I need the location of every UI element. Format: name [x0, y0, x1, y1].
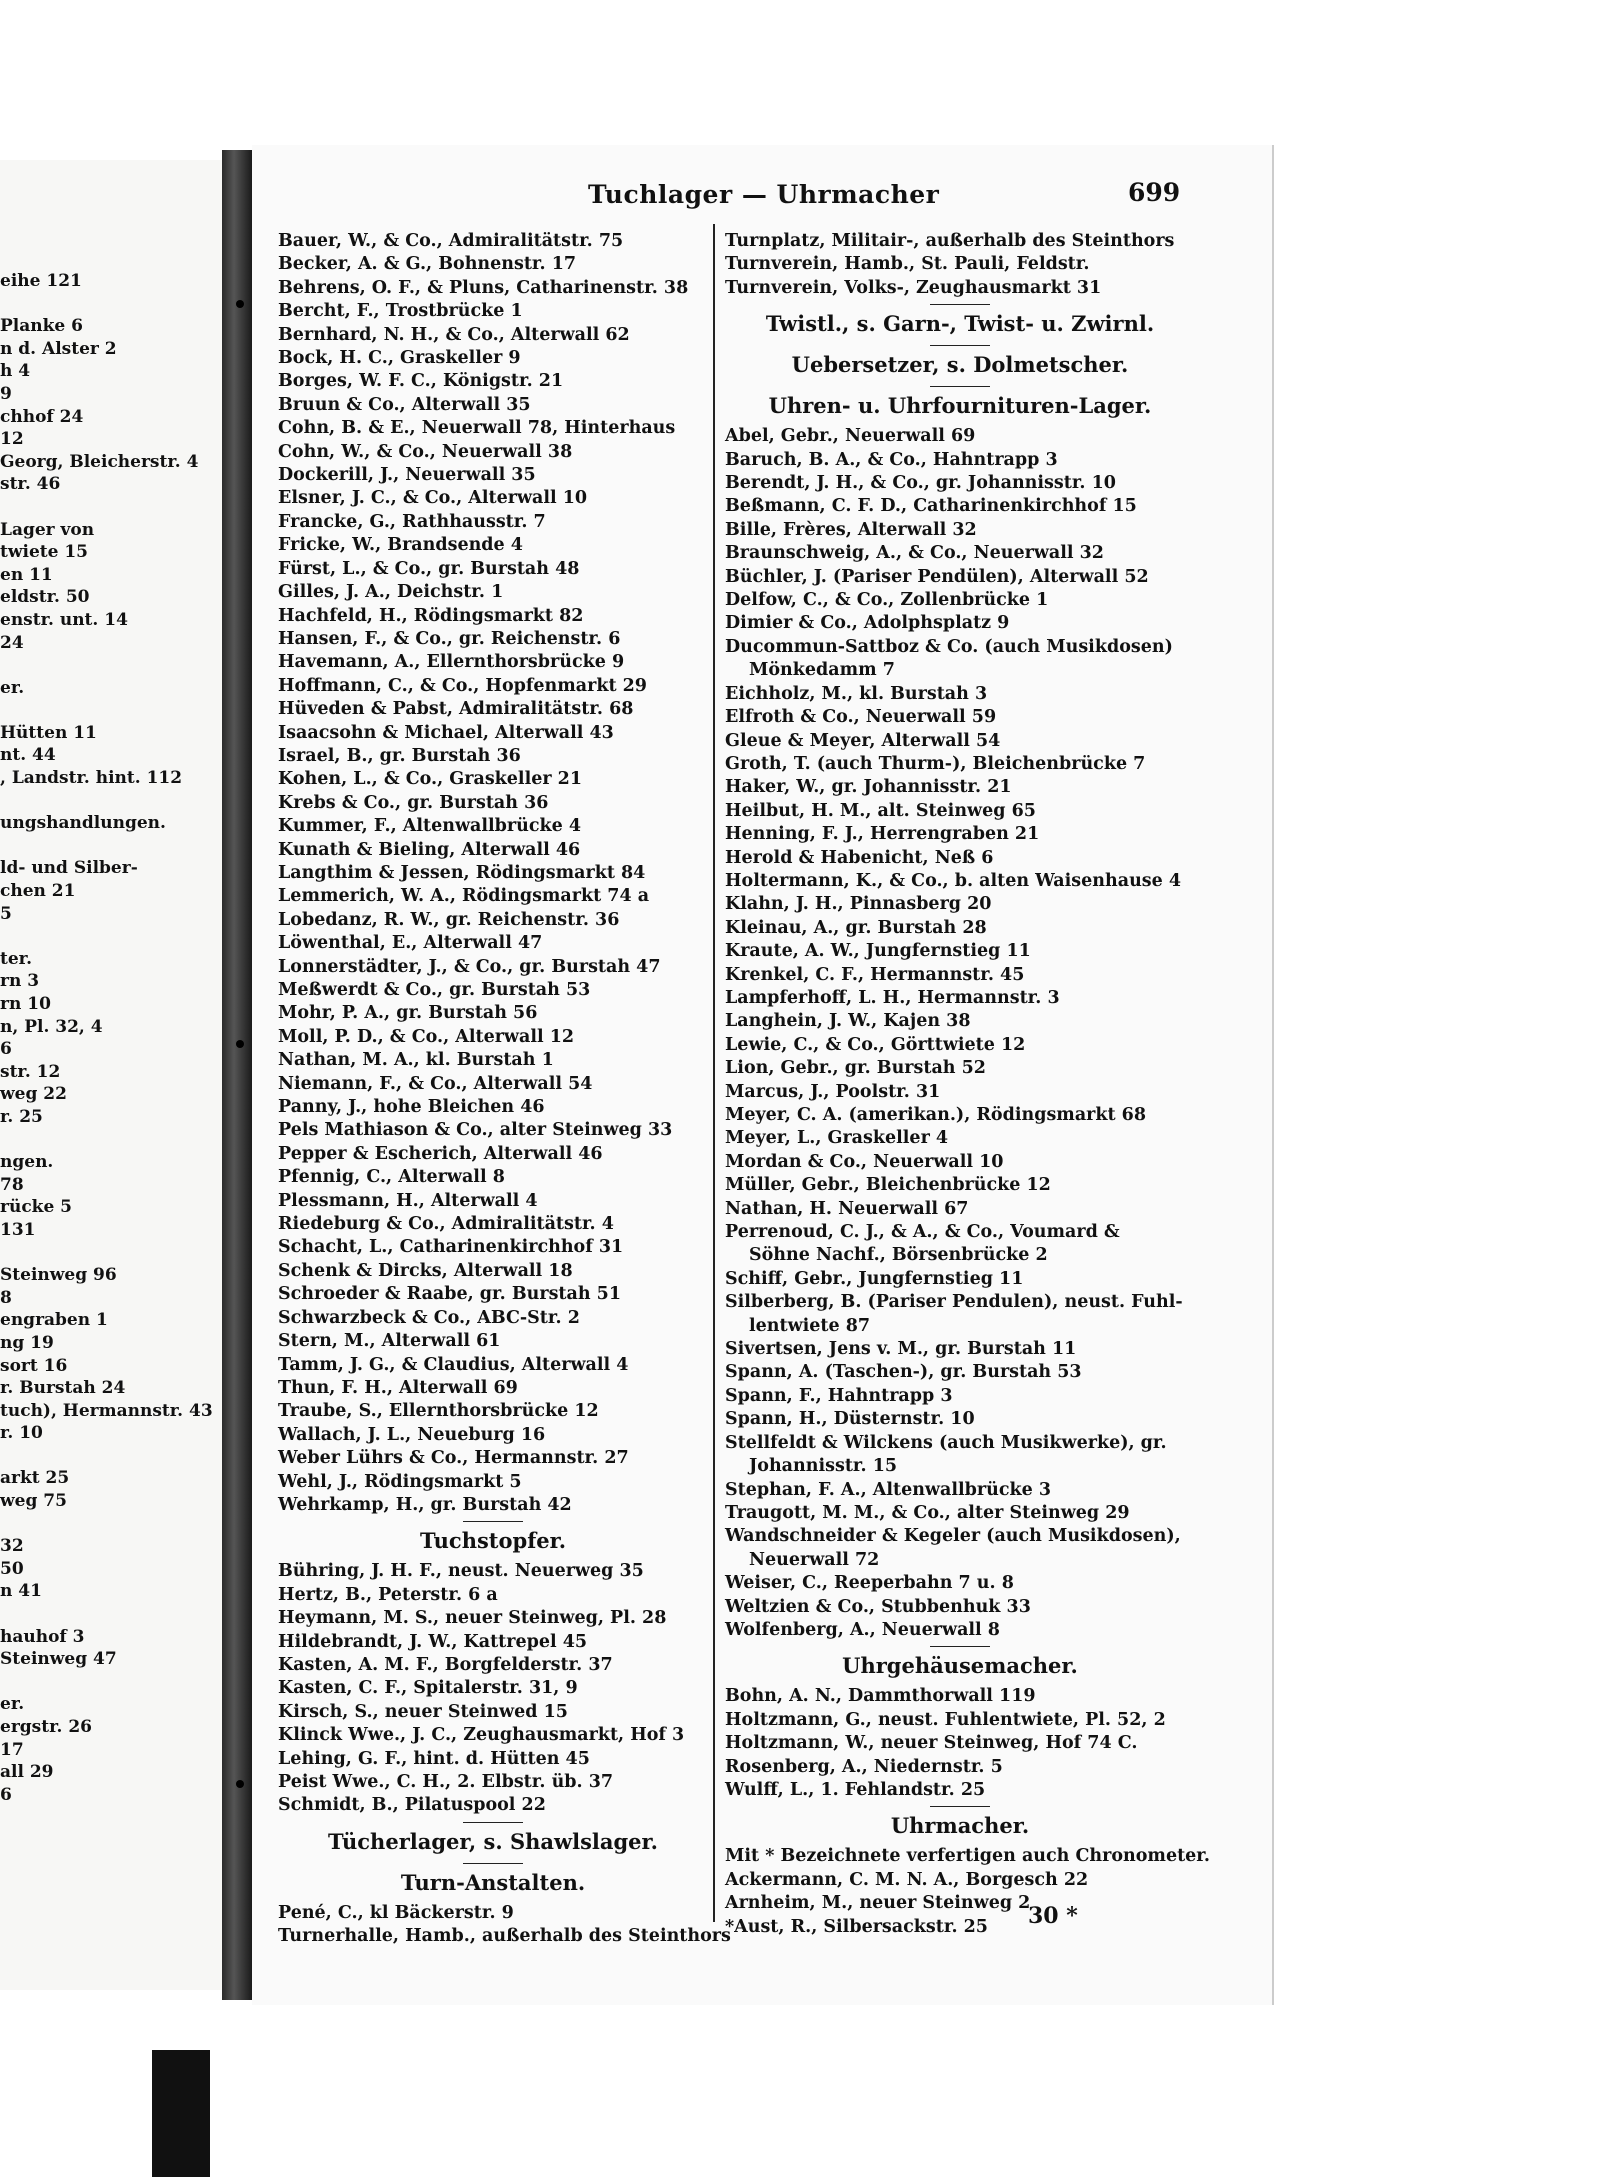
directory-entry: Francke, G., Rathhausstr. 7	[278, 511, 546, 532]
left-page-line: ter.	[0, 948, 32, 969]
left-page-line	[0, 293, 222, 316]
uhrmacher-note: Mit * Bezeichnete verfertigen auch Chronometer.	[725, 1846, 1211, 1867]
directory-entry: Kasten, A. M. F., Borgfelderstr. 37	[278, 1654, 613, 1675]
section-rule	[463, 1863, 523, 1864]
left-page-line: 131	[0, 1219, 36, 1240]
binding-edge	[152, 2050, 210, 2177]
turn-anstalten-list	[278, 1902, 731, 1949]
directory-entry: Weltzien & Co., Stubbenhuk 33	[725, 1596, 1031, 1617]
directory-entry: Thun, F. H., Alterwall 69	[278, 1377, 518, 1398]
left-page-line: nt. 44	[0, 745, 56, 766]
directory-entry: Riedeburg & Co., Admiralitätstr. 4	[278, 1214, 614, 1235]
directory-entry: Schwarzbeck & Co., ABC-Str. 2	[278, 1307, 580, 1328]
directory-entry: Hildebrandt, J. W., Kattrepel 45	[278, 1631, 588, 1652]
directory-entry: Wandschneider & Kegeler (auch Musikdosen),	[725, 1526, 1181, 1547]
left-page-line: rücke 5	[0, 1197, 73, 1218]
directory-entry: Traube, S., Ellernthorsbrücke 12	[278, 1401, 599, 1422]
left-page-line: n d. Alster 2	[0, 338, 117, 359]
directory-entry: Pepper & Escherich, Alterwall 46	[278, 1143, 603, 1164]
directory-entry: Nathan, H. Neuerwall 67	[725, 1198, 969, 1219]
left-page-line: 32	[0, 1536, 24, 1557]
left-page-line	[0, 1129, 222, 1152]
directory-entry: Henning, F. J., Herrengraben 21	[725, 824, 1040, 845]
directory-entry: Pené, C., kl Bäckerstr. 9	[278, 1902, 514, 1923]
directory-entry: Plessmann, H., Alterwall 4	[278, 1190, 538, 1211]
left-page-line: er.	[0, 677, 25, 698]
directory-entry: Fürst, L., & Co., gr. Burstah 48	[278, 558, 580, 579]
left-page-line: weg 22	[0, 1084, 67, 1105]
directory-entry: Meyer, L., Graskeller 4	[725, 1128, 949, 1149]
directory-entry: Müller, Gebr., Bleichenbrücke 12	[725, 1175, 1051, 1196]
directory-entry: Ackermann, C. M. N. A., Borgesch 22	[725, 1869, 1089, 1890]
left-page-line: 50	[0, 1558, 24, 1579]
left-page-line: rn 3	[0, 971, 40, 992]
left-page-line	[0, 1513, 222, 1536]
directory-entry: Klinck Wwe., J. C., Zeughausmarkt, Hof 3	[278, 1725, 685, 1746]
directory-entry: Schacht, L., Catharinenkirchhof 31	[278, 1237, 624, 1258]
left-page-line: 8	[0, 1287, 12, 1308]
page-number: 699	[1128, 178, 1181, 207]
directory-entry: Kirsch, S., neuer Steinwed 15	[278, 1701, 568, 1722]
directory-entry: Berendt, J. H., & Co., gr. Johannisstr. 10	[725, 473, 1116, 494]
directory-entry: Spann, F., Hahntrapp 3	[725, 1385, 953, 1406]
column-divider	[713, 224, 715, 1922]
binding-stitches	[236, 160, 244, 2000]
left-page-line: arkt 25	[0, 1468, 70, 1489]
directory-entry: Borges, W. F. C., Königstr. 21	[278, 371, 564, 392]
left-page-line: twiete 15	[0, 542, 89, 563]
directory-entry: Wehl, J., Rödingsmarkt 5	[278, 1471, 522, 1492]
left-page-line: all 29	[0, 1762, 54, 1783]
directory-entry: Panny, J., hohe Bleichen 46	[278, 1097, 545, 1118]
directory-entry: Lobedanz, R. W., gr. Reichenstr. 36	[278, 909, 620, 930]
directory-entry: Behrens, O. F., & Pluns, Catharinenstr. 38	[278, 277, 689, 298]
directory-entry: Bühring, J. H. F., neust. Neuerweg 35	[278, 1561, 644, 1582]
left-page-line: r. 25	[0, 1106, 43, 1127]
directory-entry: Turnerhalle, Hamb., außerhalb des Steinthors	[278, 1926, 731, 1947]
directory-entry: Rosenberg, A., Niedernstr. 5	[725, 1756, 1003, 1777]
left-page-line: 12	[0, 429, 24, 450]
directory-entry: Wolfenberg, A., Neuerwall 8	[725, 1619, 1000, 1640]
directory-entry: Söhne Nachf., Börsenbrücke 2	[749, 1245, 1048, 1266]
directory-entry: Hüveden & Pabst, Admiralitätstr. 68	[278, 699, 634, 720]
column-a	[278, 230, 731, 1949]
heading-turn-anstalten: Turn-Anstalten.	[400, 1869, 586, 1895]
left-page-line: str. 46	[0, 474, 61, 495]
directory-entry: Groth, T. (auch Thurm-), Bleichenbrücke 7	[725, 753, 1146, 774]
left-page-line: ld- und Silber-	[0, 858, 138, 879]
directory-entry: Bock, H. C., Graskeller 9	[278, 348, 521, 369]
left-page-line: Steinweg 96	[0, 1265, 117, 1286]
directory-entry: Löwenthal, E., Alterwall 47	[278, 933, 543, 954]
directory-entry: Kummer, F., Altenwallbrücke 4	[278, 816, 582, 837]
directory-entry: Abel, Gebr., Neuerwall 69	[725, 426, 976, 447]
directory-entry: Turnplatz, Militair-, außerhalb des Steinthors	[725, 231, 1175, 251]
directory-entry: Holtzmann, W., neuer Steinweg, Hof 74 C.	[725, 1733, 1138, 1754]
directory-entry: Lion, Gebr., gr. Burstah 52	[725, 1058, 986, 1079]
left-page-line	[0, 1603, 222, 1626]
left-page-line: 78	[0, 1174, 24, 1195]
directory-entry: Delfow, C., & Co., Zollenbrücke 1	[725, 590, 1049, 611]
directory-entry: Langhein, J. W., Kajen 38	[725, 1011, 971, 1032]
directory-entry: Bernhard, N. H., & Co., Alterwall 62	[278, 324, 630, 345]
page-title: Tuchlager — Uhrmacher	[588, 180, 940, 209]
directory-entry: Hansen, F., & Co., gr. Reichenstr. 6	[278, 628, 621, 649]
left-page-line: Lager von	[0, 519, 95, 540]
directory-entry: Moll, P. D., & Co., Alterwall 12	[278, 1026, 575, 1047]
directory-entry: Schiff, Gebr., Jungfernstieg 11	[725, 1268, 1024, 1289]
directory-entry: Eichholz, M., kl. Burstah 3	[725, 683, 988, 704]
left-page-line	[0, 654, 222, 677]
directory-entry: Stephan, F. A., Altenwallbrücke 3	[725, 1479, 1051, 1500]
left-page-line: 6	[0, 1039, 12, 1060]
section-rule	[930, 386, 990, 387]
heading-uebersetzer: Uebersetzer, s. Dolmetscher.	[791, 352, 1129, 378]
left-page-line: r. 10	[0, 1423, 43, 1444]
directory-entry: Becker, A. & G., Bohnenstr. 17	[278, 254, 577, 275]
directory-entry: Heilbut, H. M., alt. Steinweg 65	[725, 800, 1036, 821]
left-page-line: Planke 6	[0, 316, 83, 337]
directory-entry: Lemmerich, W. A., Rödingsmarkt 74 a	[278, 886, 650, 907]
directory-entry: Braunschweig, A., & Co., Neuerwall 32	[725, 543, 1104, 564]
left-page-line	[0, 1671, 222, 1694]
left-page-line: er.	[0, 1694, 25, 1715]
section-rule	[930, 345, 990, 346]
section-rule	[930, 1806, 990, 1807]
left-page-line: weg 75	[0, 1491, 67, 1512]
directory-entry: Klahn, J. H., Pinnasberg 20	[725, 894, 992, 915]
directory-entry: Schenk & Dircks, Alterwall 18	[278, 1260, 573, 1281]
directory-entry: Arnheim, M., neuer Steinweg 2	[725, 1893, 1031, 1914]
directory-entry: Marcus, J., Poolstr. 31	[725, 1081, 941, 1102]
directory-entry: Hoffmann, C., & Co., Hopfenmarkt 29	[278, 675, 647, 696]
heading-uhren: Uhren- u. Uhrfournituren-Lager.	[768, 393, 1152, 419]
left-page-line: Georg, Bleicherstr. 4	[0, 451, 199, 472]
directory-entry: Neuerwall 72	[749, 1549, 880, 1570]
left-page-line: 9	[0, 383, 12, 404]
directory-entry: Elfroth & Co., Neuerwall 59	[725, 707, 997, 728]
left-page-line: chhof 24	[0, 406, 84, 427]
tuchstopfer-list	[278, 1560, 708, 1817]
directory-entry: Fricke, W., Brandsende 4	[278, 535, 523, 556]
directory-entry: Baruch, B. A., & Co., Hahntrapp 3	[725, 449, 1058, 470]
left-page-line: en 11	[0, 564, 53, 585]
heading-uhrmacher: Uhrmacher.	[890, 1813, 1030, 1839]
directory-entry: Lewie, C., & Co., Görttwiete 12	[725, 1034, 1026, 1055]
left-page-fragment	[0, 160, 222, 1990]
directory-entry: Meßwerdt & Co., gr. Burstah 53	[278, 980, 591, 1000]
directory-entry: Dimier & Co., Adolphsplatz 9	[725, 613, 1010, 634]
directory-entry: Dockerill, J., Neuerwall 35	[278, 465, 536, 486]
left-page-line: r. Burstah 24	[0, 1378, 126, 1399]
directory-entry: Johannisstr. 15	[749, 1456, 898, 1477]
uhrgehaeuse-list	[725, 1685, 1195, 1802]
directory-entry: Hachfeld, H., Rödingsmarkt 82	[278, 605, 584, 626]
directory-entry: Beßmann, C. F. D., Catharinenkirchhof 15	[725, 496, 1137, 517]
directory-entry: Ducommun-Sattboz & Co. (auch Musikdosen)	[725, 636, 1173, 657]
directory-entry: Cohn, B. & E., Neuerwall 78, Hinterhaus	[278, 418, 676, 439]
heading-uhrgehaeuse: Uhrgehäusemacher.	[842, 1653, 1078, 1679]
directory-entry: Hertz, B., Peterstr. 6 a	[278, 1584, 498, 1605]
directory-entry: Bohn, A. N., Dammthorwall 119	[725, 1686, 1036, 1707]
directory-entry: Lampferhoff, L. H., Hermannstr. 3	[725, 987, 1060, 1008]
turnverein-list	[725, 230, 1195, 300]
section-rule	[930, 1646, 990, 1647]
left-page-line	[0, 925, 222, 948]
directory-entry: Stern, M., Alterwall 61	[278, 1331, 501, 1352]
directory-entry: Tamm, J. G., & Claudius, Alterwall 4	[278, 1354, 629, 1375]
left-page-line: ngen.	[0, 1152, 54, 1173]
directory-entry: Elsner, J. C., & Co., Alterwall 10	[278, 488, 588, 509]
directory-entry: Stellfeldt & Wilckens (auch Musikwerke), gr.	[725, 1432, 1167, 1453]
directory-entry: Heymann, M. S., neuer Steinweg, Pl. 28	[278, 1608, 667, 1629]
left-page-line: 6	[0, 1784, 12, 1805]
directory-entry: *Aust, R., Silbersackstr. 25	[725, 1916, 988, 1937]
directory-entry: Bille, Frères, Alterwall 32	[725, 519, 977, 540]
left-page-line: sort 16	[0, 1355, 68, 1376]
left-page-line: eihe 121	[0, 271, 82, 291]
directory-entry: Langthim & Jessen, Rödingsmarkt 84	[278, 862, 646, 883]
directory-entry: Pfennig, C., Alterwall 8	[278, 1167, 505, 1188]
left-page-line: rn 10	[0, 994, 51, 1014]
left-page-line: enstr. unt. 14	[0, 609, 128, 630]
directory-entry: Herold & Habenicht, Neß 6	[725, 847, 994, 868]
left-page-line: chen 21	[0, 881, 76, 902]
left-page-line	[0, 790, 222, 813]
directory-entry: Holtzmann, G., neust. Fuhlentwiete, Pl. 52, 2	[725, 1709, 1166, 1730]
directory-entry: Wallach, J. L., Neueburg 16	[278, 1424, 546, 1445]
directory-entry: Traugott, M. M., & Co., alter Steinweg 29	[725, 1502, 1130, 1523]
directory-entry: Spann, A. (Taschen-), gr. Burstah 53	[725, 1362, 1082, 1383]
heading-twist: Twistl., s. Garn-, Twist- u. Zwirnl.	[765, 311, 1155, 337]
left-page-line: eldstr. 50	[0, 587, 90, 608]
directory-entry: Perrenoud, C. J., & A., & Co., Voumard &	[725, 1222, 1120, 1243]
left-page-line: n 41	[0, 1581, 42, 1602]
left-page-line: Hütten 11	[0, 722, 97, 743]
heading-tuecherlager: Tücherlager, s. Shawlslager.	[328, 1828, 658, 1854]
directory-entry: Niemann, F., & Co., Alterwall 54	[278, 1073, 593, 1094]
left-page-line: hauhof 3	[0, 1626, 85, 1647]
directory-entry: Pels Mathiason & Co., alter Steinweg 33	[278, 1120, 673, 1141]
directory-entry: Kraute, A. W., Jungfernstieg 11	[725, 941, 1031, 962]
directory-entry: Gilles, J. A., Deichstr. 1	[278, 582, 504, 603]
directory-entry: Krebs & Co., gr. Burstah 36	[278, 792, 549, 813]
left-page-line: str. 12	[0, 1061, 61, 1082]
left-page-line: engraben 1	[0, 1310, 108, 1331]
left-page-line: Steinweg 47	[0, 1649, 117, 1670]
directory-entry: Spann, H., Düsternstr. 10	[725, 1409, 975, 1430]
directory-entry: Haker, W., gr. Johannisstr. 21	[725, 777, 1012, 798]
directory-entry: Kohen, L., & Co., Graskeller 21	[278, 769, 583, 790]
directory-entry: Nathan, M. A., kl. Burstah 1	[278, 1050, 554, 1071]
directory-entry: Kasten, C. F., Spitalerstr. 31, 9	[278, 1678, 578, 1699]
directory-entry: Gleue & Meyer, Alterwall 54	[725, 730, 1001, 751]
directory-entry: Bercht, F., Trostbrücke 1	[278, 301, 523, 322]
left-page-line: 24	[0, 632, 24, 653]
left-page-line	[0, 835, 222, 858]
heading-tuchstopfer: Tuchstopfer.	[419, 1528, 567, 1554]
directory-entry: Bruun & Co., Alterwall 35	[278, 394, 531, 415]
directory-entry: Kleinau, A., gr. Burstah 28	[725, 917, 987, 938]
column-b	[725, 230, 1211, 1939]
directory-entry: Holtermann, K., & Co., b. alten Waisenhause 4	[725, 870, 1182, 891]
left-page-line: h 4	[0, 361, 31, 382]
directory-entry: Silberberg, B. (Pariser Pendulen), neust. Fuhl-	[725, 1292, 1183, 1313]
directory-entry: Weiser, C., Reeperbahn 7 u. 8	[725, 1573, 1014, 1594]
left-page-line: ng 19	[0, 1332, 54, 1353]
directory-entry: Wehrkamp, H., gr. Burstah 42	[278, 1494, 572, 1515]
left-page-line: n, Pl. 32, 4	[0, 1016, 103, 1037]
directory-entry: Schmidt, B., Pilatuspool 22	[278, 1795, 546, 1816]
directory-entry: Turnverein, Volks-, Zeughausmarkt 31	[725, 277, 1102, 298]
uhrmacher-list	[725, 1869, 1195, 1939]
directory-entry: Israel, B., gr. Burstah 36	[278, 745, 521, 766]
uhren-list	[725, 425, 1195, 1642]
left-page-line: 5	[0, 903, 12, 924]
directory-entry: Havemann, A., Ellernthorsbrücke 9	[278, 652, 625, 673]
left-page-line	[0, 1242, 222, 1265]
directory-entry: Turnverein, Hamb., St. Pauli, Feldstr.	[725, 254, 1090, 275]
directory-entry: Wulff, L., 1. Fehlandstr. 25	[725, 1779, 986, 1800]
directory-entry: Büchler, J. (Pariser Pendülen), Alterwall 52	[725, 566, 1149, 587]
directory-entry: Mohr, P. A., gr. Burstah 56	[278, 1003, 538, 1024]
left-page-line	[0, 699, 222, 722]
directory-entry: Meyer, C. A. (amerikan.), Rödingsmarkt 68	[725, 1105, 1147, 1125]
left-page-lines	[0, 270, 222, 1806]
section-rule	[463, 1521, 523, 1522]
directory-entry: Weber Lührs & Co., Hermannstr. 27	[278, 1448, 629, 1469]
directory-entry: Cohn, W., & Co., Neuerwall 38	[278, 441, 573, 462]
directory-entry: Krenkel, C. F., Hermannstr. 45	[725, 964, 1025, 985]
tuchlager-list	[278, 230, 708, 1517]
left-page-line: ergstr. 26	[0, 1717, 92, 1737]
left-page-line: tuch), Hermannstr. 43	[0, 1400, 213, 1421]
directory-entry: lentwiete 87	[749, 1315, 871, 1336]
signature-mark: 30 *	[1028, 1903, 1078, 1929]
section-rule	[930, 304, 990, 305]
directory-entry: Lehing, G. F., hint. d. Hütten 45	[278, 1748, 590, 1769]
directory-entry: Schroeder & Raabe, gr. Burstah 51	[278, 1284, 622, 1305]
directory-entry: Bauer, W., & Co., Admiralitätstr. 75	[278, 231, 624, 251]
section-rule	[463, 1822, 523, 1823]
left-page-line	[0, 1445, 222, 1468]
directory-entry: Kunath & Bieling, Alterwall 46	[278, 839, 581, 860]
left-page-line: ungshandlungen.	[0, 813, 166, 834]
directory-entry: Lonnerstädter, J., & Co., gr. Burstah 47	[278, 956, 661, 977]
left-page-line: 17	[0, 1739, 24, 1760]
directory-entry: Isaacsohn & Michael, Alterwall 43	[278, 722, 614, 743]
directory-entry: Peist Wwe., C. H., 2. Elbstr. üb. 37	[278, 1772, 614, 1792]
directory-entry: Sivertsen, Jens v. M., gr. Burstah 11	[725, 1339, 1077, 1360]
directory-entry: Mönkedamm 7	[749, 660, 895, 681]
left-page-line: , Landstr. hint. 112	[0, 768, 183, 789]
left-page-line	[0, 496, 222, 519]
directory-entry: Mordan & Co., Neuerwall 10	[725, 1151, 1004, 1172]
